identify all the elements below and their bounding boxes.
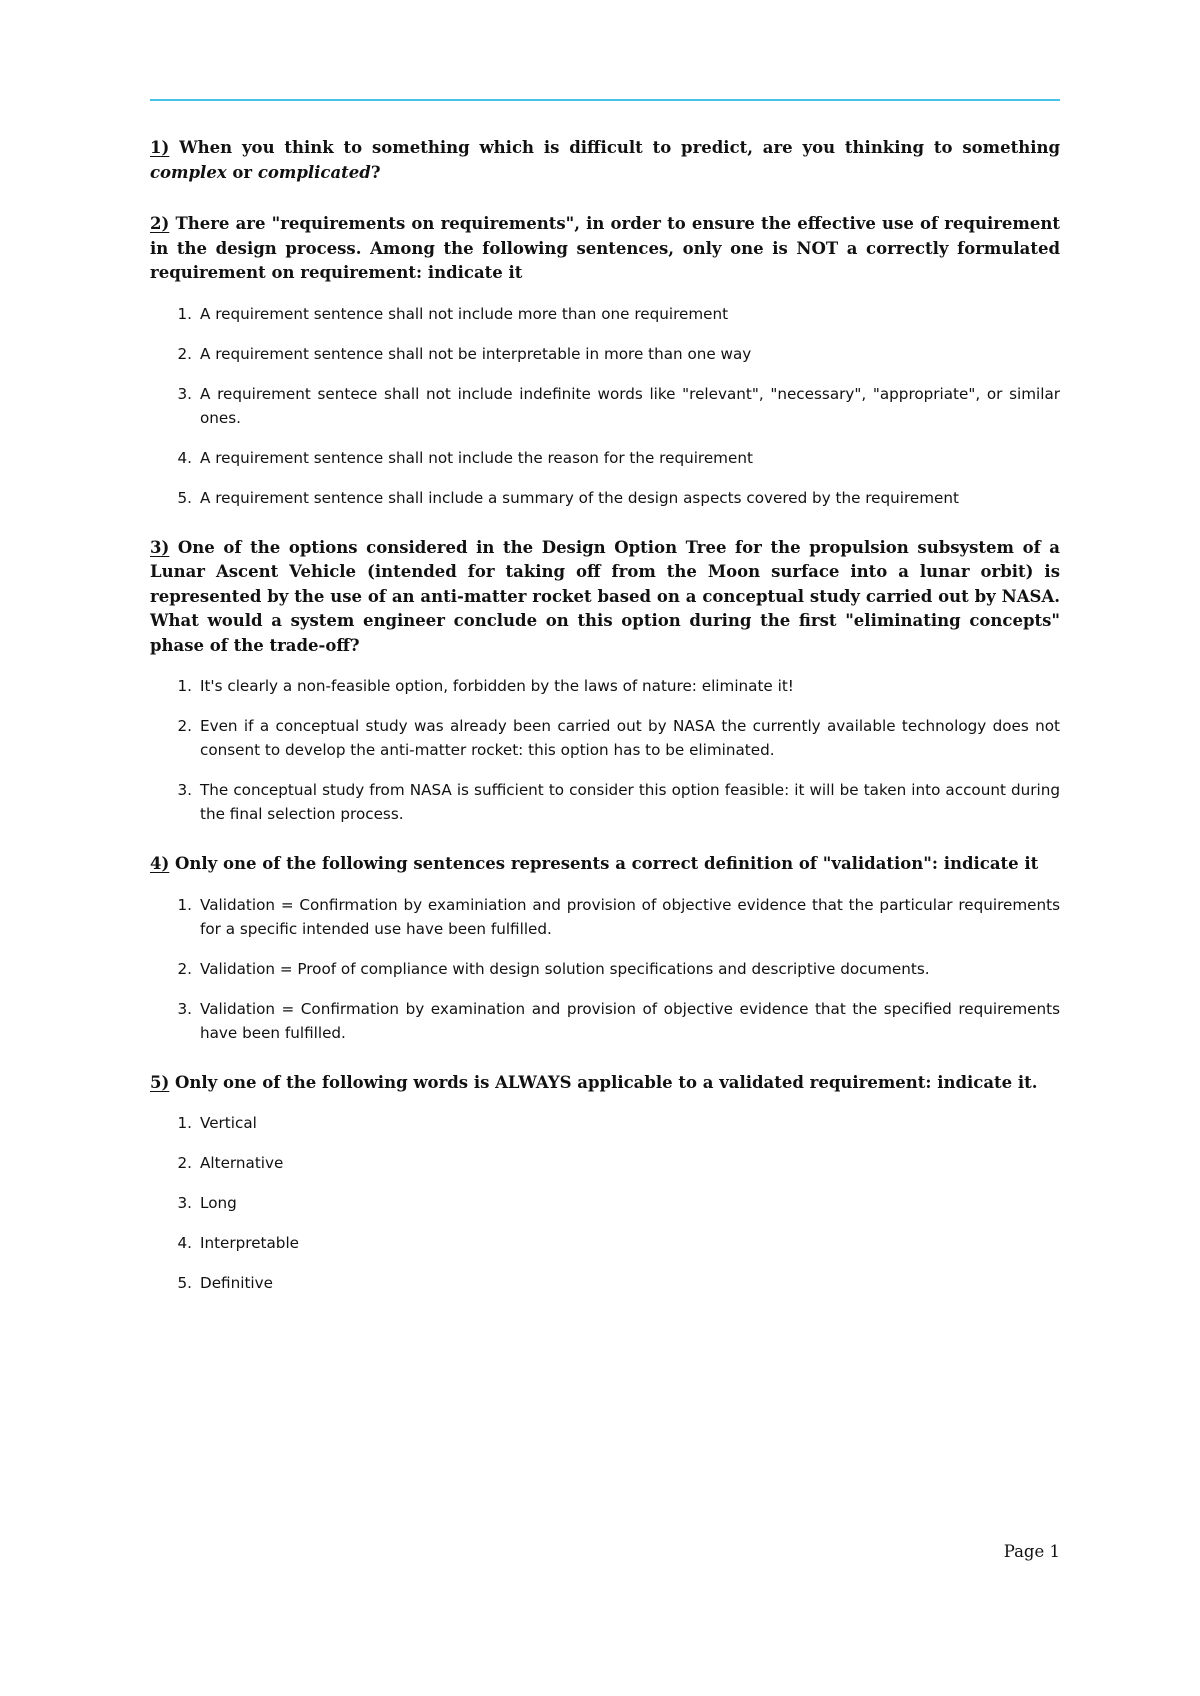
option-item — [150, 778, 1060, 826]
option-number: 4. — [177, 448, 192, 467]
question-number: 4) — [150, 854, 170, 873]
option-item — [150, 1151, 1060, 1175]
option-item — [150, 1111, 1060, 1135]
option-text: Definitive — [200, 1274, 273, 1292]
question-emphasis: complex — [150, 162, 227, 182]
question-number: 2) — [150, 214, 170, 233]
document-page — [150, 0, 1060, 1696]
option-text: Vertical — [200, 1114, 257, 1132]
option-number: 1. — [177, 304, 192, 323]
option-list — [150, 302, 1060, 510]
option-item — [150, 382, 1060, 430]
question-number: 5) — [150, 1072, 170, 1092]
option-item — [150, 1231, 1060, 1255]
question-2 — [150, 212, 1060, 286]
option-item — [150, 957, 1060, 981]
question-1 — [150, 136, 1060, 185]
option-number: 2. — [177, 1154, 192, 1172]
option-item — [150, 1271, 1060, 1295]
question-emphasis: complicated — [257, 162, 371, 182]
option-number: 1. — [177, 677, 192, 695]
option-item — [150, 486, 1060, 510]
option-list — [150, 893, 1060, 1045]
option-text: Validation = Proof of compliance with design solution specifications and descriptive documents. — [200, 959, 930, 978]
option-number: 1. — [177, 1114, 192, 1132]
option-number: 5. — [177, 1274, 192, 1292]
option-text: Alternative — [200, 1154, 284, 1172]
option-list — [150, 674, 1060, 826]
option-item — [150, 893, 1060, 941]
question-text: There are "requirements on requirements", in order to ensure the effective use of requirement in the design process. Among the following sentences, only one is NOT a correctly formulated requirement on requirement: indicate it — [150, 214, 1060, 282]
option-text: A requirement sentence shall not include more than one requirement — [200, 304, 729, 323]
option-item — [150, 1191, 1060, 1215]
question-3 — [150, 536, 1060, 659]
option-text: Long — [200, 1194, 237, 1212]
option-text: Interpretable — [200, 1234, 300, 1252]
option-number: 2. — [177, 959, 192, 978]
page-number: Page 1 — [1003, 1542, 1060, 1561]
option-item — [150, 997, 1060, 1045]
option-number: 3. — [177, 999, 192, 1018]
question-number: 1) — [150, 138, 170, 157]
option-item — [150, 674, 1060, 698]
option-number: 3. — [177, 384, 192, 403]
question-5 — [150, 1071, 1060, 1096]
question-text: ? — [370, 162, 381, 182]
option-text: The conceptual study from NASA is sufficient to consider this option feasible: it will be taken into account during the final selection process. — [200, 781, 1060, 823]
question-list — [150, 136, 1060, 1321]
option-text: A requirement sentence shall not include the reason for the requirement — [200, 448, 753, 467]
question-text: or — [226, 162, 258, 182]
option-list — [150, 1111, 1060, 1295]
option-number: 2. — [177, 717, 192, 735]
option-text: It's clearly a non-feasible option, forbidden by the laws of nature: eliminate it! — [200, 677, 794, 695]
question-text: Only one of the following sentences represents a correct definition of "validation": indicate it — [169, 854, 1039, 873]
question-text: When you think to something which is difficult to predict, are you thinking to something — [169, 138, 1060, 157]
option-text: A requirement sentence shall include a summary of the design aspects covered by the requirement — [200, 488, 959, 507]
question-4 — [150, 852, 1060, 877]
question-number: 3) — [150, 537, 170, 557]
option-item — [150, 446, 1060, 470]
option-number: 5. — [177, 488, 192, 507]
option-text: A requirement sentence shall not be interpretable in more than one way — [200, 344, 752, 363]
question-text: Only one of the following words is ALWAYS applicable to a validated requirement: indicate it. — [169, 1072, 1038, 1092]
header-rule — [150, 99, 1060, 101]
option-number: 3. — [177, 1194, 192, 1212]
question-text: One of the options considered in the Design Option Tree for the propulsion subsystem of a Lunar Ascent Vehicle (intended for taking off from the Moon surface into a lunar orbit) is represented by the use of an anti-matter rocket based on a conceptual study carried out by NASA. What would a system engineer conclude on this option during the first "eliminating concepts" phase of the trade-off? — [150, 537, 1060, 655]
option-number: 2. — [177, 344, 192, 363]
option-item — [150, 302, 1060, 326]
option-item — [150, 714, 1060, 762]
option-item — [150, 342, 1060, 366]
option-text: Even if a conceptual study was already been carried out by NASA the currently available technology does not consent to develop the anti-matter rocket: this option has to be eliminated. — [200, 717, 1060, 759]
option-text: A requirement sentece shall not include indefinite words like "relevant", "necessary", "appropriate", or similar ones. — [200, 384, 1060, 427]
option-number: 4. — [177, 1234, 192, 1252]
option-text: Validation = Confirmation by examination and provision of objective evidence that the specified requirements have been fulfilled. — [200, 999, 1060, 1042]
option-number: 1. — [177, 895, 192, 914]
option-text: Validation = Confirmation by examiniation and provision of objective evidence that the particular requirements for a specific intended use have been fulfilled. — [200, 895, 1060, 938]
option-number: 3. — [177, 781, 192, 799]
